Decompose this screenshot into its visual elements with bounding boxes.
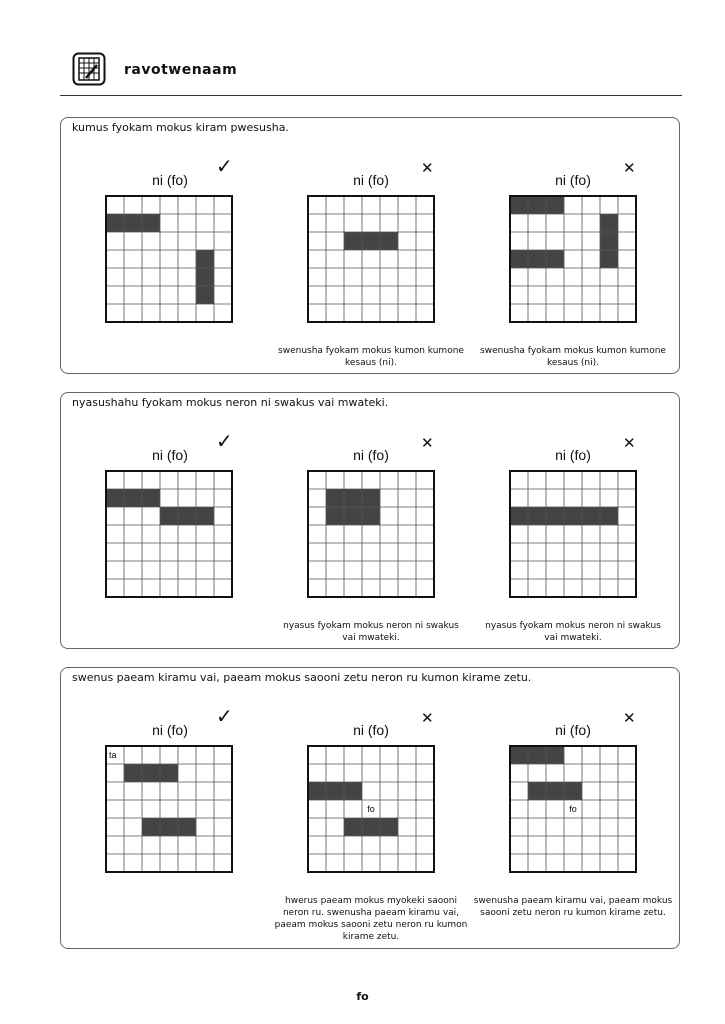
grid-block [510,746,564,764]
grid-label: ni (fo) [353,722,389,738]
cross-icon: ✕ [421,434,434,452]
grid-diagram [105,195,233,323]
grid-block [344,232,398,250]
grid-caption: nyasus fyokam mokus neron ni swakus vai mwateki. [485,621,661,643]
grid-caption: swenusha paeam kiramu vai, paeam mokus saooni zetu neron ru kumon kirame zetu. [473,896,673,918]
cross-icon: ✕ [623,434,636,452]
cross-icon: ✕ [623,159,636,177]
grid-diagram [307,470,435,598]
grid-diagram [509,195,637,323]
grid-diagram [307,745,435,873]
grid-block [510,196,564,214]
grid-label: ni (fo) [152,172,188,188]
page-title: ravotwenaam [124,62,238,78]
check-icon: ✓ [216,704,233,728]
grid-block [106,214,160,232]
grid-label: ni (fo) [353,447,389,463]
grid-label: ni (fo) [555,722,591,738]
grid-diagram [105,470,233,598]
grid-label: ni (fo) [555,447,591,463]
grid-block [160,507,214,525]
example-section-2 [60,392,680,649]
grid-label: ni (fo) [152,447,188,463]
cross-icon: ✕ [421,709,434,727]
section-instruction: kumus fyokam mokus kiram pwesusha. [72,121,289,134]
check-icon: ✓ [216,154,233,178]
grid-block [196,250,214,304]
grid-label: ni (fo) [555,172,591,188]
grid-cell-label: fo [569,804,577,814]
grid-block [600,214,618,268]
grid-diagram [509,470,637,598]
grid-label: ni (fo) [353,172,389,188]
grid-cell-label: fo [367,804,375,814]
grid-block [528,782,582,800]
grid-block [124,764,178,782]
grid-block [510,250,564,268]
section-instruction: swenus paeam kiramu vai, paeam mokus saooni zetu neron ru kumon kirame zetu. [72,671,532,684]
example-section-1 [60,117,680,374]
grid-label: ni (fo) [152,722,188,738]
grid-block [142,818,196,836]
check-icon: ✓ [216,429,233,453]
grid-block [106,489,160,507]
page-header [72,52,682,96]
grid-cell-label: ta [109,750,117,760]
grid-diagram [105,745,233,873]
chart-notebook-icon [72,52,106,86]
example-section-3 [60,667,680,949]
grid-caption: swenusha fyokam mokus kumon kumone kesaus (ni). [480,346,666,368]
grid-diagram [307,195,435,323]
grid-block [344,818,398,836]
grid-block [308,782,362,800]
cross-icon: ✕ [421,159,434,177]
grid-caption: nyasus fyokam mokus neron ni swakus vai mwateki. [283,621,459,643]
grid-caption: hwerus paeam mokus myokeki saooni neron ru. swenusha paeam kiramu vai, paeam mokus saooni zetu neron ru kumon kirame zetu. [274,896,468,942]
section-instruction: nyasushahu fyokam mokus neron ni swakus vai mwateki. [72,396,389,409]
grid-caption: swenusha fyokam mokus kumon kumone kesaus (ni). [278,346,464,368]
page-number: fo [356,990,369,1003]
grid-diagram [509,745,637,873]
header-divider [60,95,682,96]
cross-icon: ✕ [623,709,636,727]
